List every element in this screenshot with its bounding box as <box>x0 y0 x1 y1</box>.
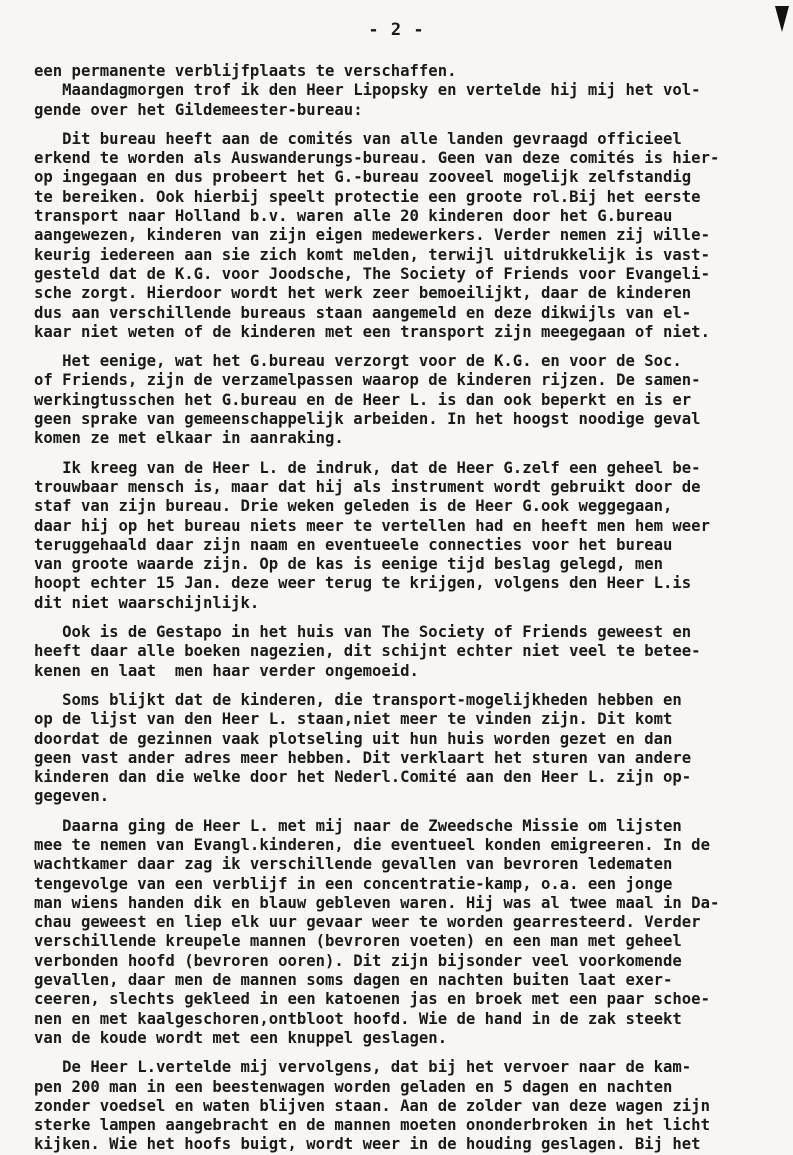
text-line: kenen en laat men haar verder ongemoeid. <box>34 661 419 680</box>
text-line: Soms blijkt dat de kinderen, die transport-mogelijkheden hebben en <box>34 690 682 709</box>
text-line: Het eenige, wat het G.bureau verzorgt voor de K.G. en voor de Soc. <box>34 352 682 371</box>
paragraph <box>34 623 786 681</box>
text-line: verbonden hoofd (bevroren ooren). Dit zijn bijsonder veel voorkomende <box>34 951 682 970</box>
text-line: te bereiken. Ook hierbij speelt protectie een groote rol.Bij het eerste <box>34 187 701 206</box>
paragraph <box>34 691 786 807</box>
text-line: geen vast ander adres meer hebben. Dit verklaart het sturen van andere <box>34 748 692 767</box>
text-line: man wiens handen dik en blauw gebleven waren. Hij was al twee maal in Da- <box>34 893 720 912</box>
text-line: op de lijst van den Heer L. staan,niet meer te vinden zijn. Dit komt <box>34 710 673 729</box>
paragraph <box>34 62 786 81</box>
text-line: van groote waarde zijn. Op de kas is eenige tijd beslag gelegd, men <box>34 555 664 574</box>
text-line: Ook is de Gestapo in het huis van The Society of Friends geweest en <box>34 623 692 642</box>
text-line: Ik kreeg van de Heer L. de indruk, dat de Heer G.zelf een geheel be- <box>34 458 701 477</box>
text-line: chau geweest en liep elk uur gevaar weer te worden gearresteerd. Verder <box>34 913 701 932</box>
text-line: trouwbaar mensch is, maar dat hij als instrument wordt gebruikt door de <box>34 477 701 496</box>
text-line: een permanente verblijfplaats te verschaffen. <box>34 62 457 80</box>
text-line: sterke lampen aangebracht en de mannen moeten ononderbroken in het licht <box>34 1116 710 1135</box>
text-line: gegeven. <box>34 787 110 806</box>
page-number: - 2 - <box>368 20 425 40</box>
text-line: daar hij op het bureau niets meer te vertellen had en heeft men hem weer <box>34 516 710 535</box>
text-line: nen en met kaalgeschoren,ontbloot hoofd. Wie de hand in de zak steekt <box>34 1009 682 1028</box>
paragraph <box>34 459 786 613</box>
text-line: staf van zijn bureau. Drie weken geleden is de Heer G.ook weggegaan, <box>34 497 673 516</box>
text-line: komen ze met elkaar in aanraking. <box>34 429 344 448</box>
paragraph <box>34 81 786 120</box>
text-line: kinderen dan die welke door het Nederl.Comité aan den Heer L. zijn op- <box>34 768 692 787</box>
text-line: gevallen, daar men de mannen soms dagen en nachten buiten laat exer- <box>34 971 673 990</box>
text-line: dus aan verschillende bureaus staan aangemeld en deze dikwijls van el- <box>34 303 692 322</box>
text-line: dit niet waarschijnlijk. <box>34 593 260 612</box>
text-line: mee te nemen van Evangl.kinderen, die eventueel konden emigreeren. In de <box>34 835 710 854</box>
text-line: werkingtusschen het G.bureau en de Heer L. is dan ook beperkt en is er <box>34 390 692 409</box>
paragraph <box>34 130 786 342</box>
paragraph <box>34 817 786 1049</box>
text-line: Daarna ging de Heer L. met mij naar de Zweedsche Missie om lijsten <box>34 816 682 835</box>
text-line: gende over het Gildemeester-bureau: <box>34 100 363 119</box>
text-line: tengevolge van een verblijf in een concentratie-kamp, o.a. een jonge <box>34 874 673 893</box>
text-line: verschillende kreupele mannen (bevroren voeten) en een man met geheel <box>34 932 682 951</box>
paragraph <box>34 352 786 448</box>
text-line: teruggehaald daar zijn naam en eventueele connecties voor het bureau <box>34 535 673 554</box>
text-line: pen 200 man in een beestenwagen worden geladen en 5 dagen en nachten <box>34 1077 673 1096</box>
text-line: wachtkamer daar zag ik verschillende gevallen van bevroren ledematen <box>34 855 673 874</box>
text-line: geen sprake van gemeenschappelijk arbeiden. In het hoogst noodige geval <box>34 410 701 429</box>
corner-mark <box>775 6 789 32</box>
text-line: gesteld dat de K.G. voor Joodsche, The Society of Friends voor Evangeli- <box>34 264 710 283</box>
text-line: keurig iedereen aan sie zich komt melden, terwijl uitdrukkelijk is vast- <box>34 245 710 264</box>
paragraph <box>34 1058 786 1154</box>
text-line: hoopt echter 15 Jan. deze weer terug te krijgen, volgens den Heer L.is <box>34 574 692 593</box>
text-line: kaar niet weten of de kinderen met een transport zijn meegegaan of niet. <box>34 322 710 341</box>
body-text <box>34 62 786 1155</box>
text-line: sche zorgt. Hierdoor wordt het werk zeer bemoeilijkt, daar de kinderen <box>34 284 692 303</box>
text-line: transport naar Holland b.v. waren alle 20 kinderen door het G.bureau <box>34 207 673 226</box>
text-line: De Heer L.vertelde mij vervolgens, dat bij het vervoer naar de kam- <box>34 1058 692 1077</box>
text-line: kijken. Wie het hoofs buigt, wordt weer in de houding geslagen. Bij het <box>34 1135 701 1154</box>
text-line: aangewezen, kinderen van zijn eigen medewerkers. Verder nemen zij wille- <box>34 226 710 245</box>
text-line: Maandagmorgen trof ik den Heer Lipopsky en vertelde hij mij het vol- <box>34 81 701 100</box>
text-line: erkend te worden als Auswanderungs-bureau. Geen van deze comités is hier- <box>34 149 720 168</box>
text-line: van de koude wordt met een knuppel geslagen. <box>34 1028 448 1047</box>
text-line: heeft daar alle boeken nagezien, dit schijnt echter niet veel te betee- <box>34 642 701 661</box>
text-line: Dit bureau heeft aan de comités van alle landen gevraagd officieel <box>34 129 682 148</box>
text-line: zonder voedsel en waten blijven staan. Aan de zolder van deze wagen zijn <box>34 1096 710 1115</box>
text-line: ceeren, slechts gekleed in een katoenen jas en broek met een paar schoe- <box>34 990 710 1009</box>
text-line: doordat de gezinnen vaak plotseling uit hun huis worden gezet en dan <box>34 729 673 748</box>
text-line: op ingegaan en dus probeert het G.-bureau zooveel mogelijk zelfstandig <box>34 168 692 187</box>
text-line: of Friends, zijn de verzamelpassen waarop de kinderen rijzen. De samen- <box>34 371 701 390</box>
